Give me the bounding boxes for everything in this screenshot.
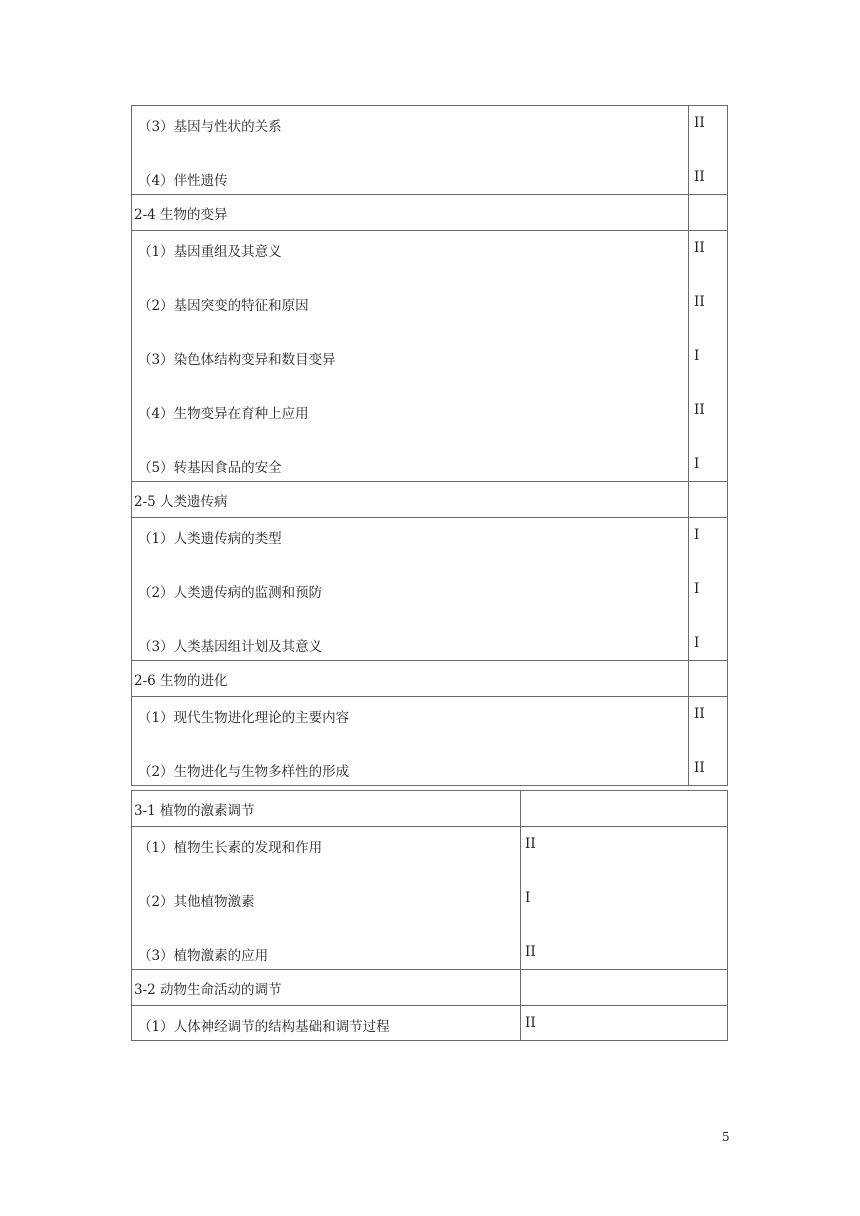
item-text-cell (132, 106, 689, 195)
item-level-cell (689, 106, 728, 195)
level-value: I (694, 348, 700, 364)
items-row (132, 231, 728, 482)
table-genetics (131, 105, 727, 786)
section-title: 2-4 生物的变异 (132, 195, 689, 231)
item-text-cell (132, 1006, 521, 1041)
list-item: （2）基因突变的特征和原因 (138, 298, 309, 314)
level-value: II (525, 1015, 536, 1031)
item-level-cell (689, 231, 728, 482)
section-row (132, 661, 728, 697)
section-title: 2-5 人类遗传病 (132, 482, 689, 518)
item-level-cell (689, 697, 728, 786)
list-item: （2）生物进化与生物多样性的形成 (138, 764, 350, 780)
level-value: II (694, 402, 705, 418)
items-row (132, 1006, 728, 1041)
item-text-cell (132, 697, 689, 786)
list-item: （4）伴性遗传 (138, 173, 228, 189)
level-value: II (525, 944, 536, 960)
item-text-cell (132, 518, 689, 661)
item-level-cell (521, 827, 728, 970)
list-item: （2）人类遗传病的监测和预防 (138, 585, 323, 601)
level-value: II (694, 760, 705, 776)
section-row (132, 482, 728, 518)
level-value: II (694, 115, 705, 131)
list-item: （1）人类遗传病的类型 (138, 531, 282, 547)
section-title: 3-2 动物生命活动的调节 (132, 970, 521, 1006)
level-value: II (694, 240, 705, 256)
section-level-cell (689, 195, 728, 231)
level-value: I (694, 527, 700, 543)
items-row (132, 697, 728, 786)
level-value: II (694, 169, 705, 185)
list-item: （3）植物激素的应用 (138, 948, 269, 964)
list-item: （3）染色体结构变异和数目变异 (138, 352, 336, 368)
section-level-cell (689, 482, 728, 518)
section-level-cell (521, 791, 728, 827)
items-row (132, 518, 728, 661)
list-item: （1）人体神经调节的结构基础和调节过程 (138, 1019, 390, 1035)
page-number: 5 (722, 1130, 730, 1144)
table-regulation (131, 790, 727, 1041)
list-item: （3）人类基因组计划及其意义 (138, 639, 323, 655)
list-item: （5）转基因食品的安全 (138, 460, 282, 476)
item-text-cell (132, 231, 689, 482)
section-row (132, 195, 728, 231)
level-value: II (694, 294, 705, 310)
list-item: （3）基因与性状的关系 (138, 119, 282, 135)
list-item: （1）基因重组及其意义 (138, 244, 282, 260)
section-row (132, 970, 728, 1006)
item-level-cell (689, 518, 728, 661)
section-title: 3-1 植物的激素调节 (132, 791, 521, 827)
level-value: II (694, 706, 705, 722)
section-level-cell (521, 970, 728, 1006)
level-value: I (694, 456, 700, 472)
list-item: （2）其他植物激素 (138, 894, 255, 910)
level-value: I (694, 635, 700, 651)
items-row (132, 106, 728, 195)
section-title: 2-6 生物的进化 (132, 661, 689, 697)
item-level-cell (521, 1006, 728, 1041)
level-value: II (525, 836, 536, 852)
list-item: （4）生物变异在育种上应用 (138, 406, 309, 422)
section-level-cell (689, 661, 728, 697)
section-row (132, 791, 728, 827)
items-row (132, 827, 728, 970)
list-item: （1）植物生长素的发现和作用 (138, 840, 323, 856)
item-text-cell (132, 827, 521, 970)
level-value: I (694, 581, 700, 597)
level-value: I (525, 890, 531, 906)
list-item: （1）现代生物进化理论的主要内容 (138, 710, 350, 726)
